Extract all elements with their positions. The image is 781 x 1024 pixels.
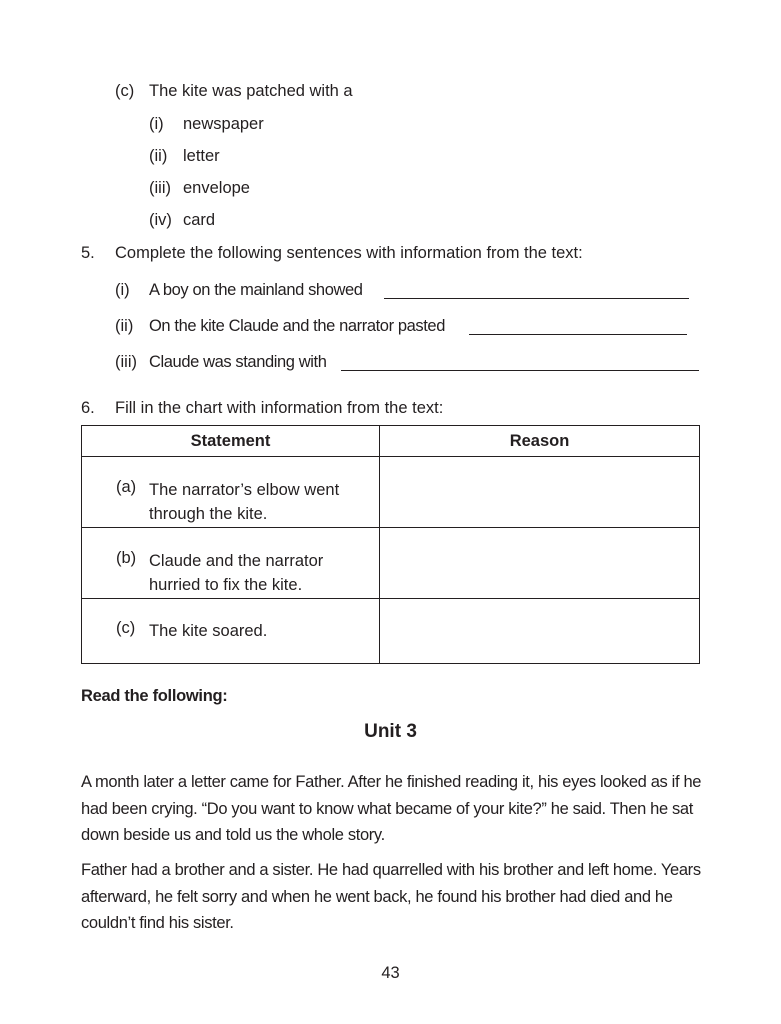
q5-item-3-num: (iii) xyxy=(115,353,137,371)
reason-cell-b[interactable] xyxy=(380,528,700,599)
statement-cell-c xyxy=(82,599,380,664)
unit-title: Unit 3 xyxy=(364,721,417,742)
statement-label: (c) xyxy=(116,619,136,637)
q5-item-1-answer-blank[interactable] xyxy=(384,284,689,299)
table-row xyxy=(82,457,700,528)
q4c-option-3-num: (iii) xyxy=(149,179,171,197)
page-number: 43 xyxy=(381,964,400,982)
q6-number: 6. xyxy=(81,399,95,417)
q4c-label: (c) xyxy=(115,82,135,100)
q5-item-2-text: On the kite Claude and the narrator pasted xyxy=(149,317,445,335)
q5-number: 5. xyxy=(81,244,95,262)
statement-cell-a xyxy=(82,457,380,528)
q4c-option-1-num: (i) xyxy=(149,115,164,133)
q4c-option-1-text: newspaper xyxy=(183,115,264,133)
q4c-option-4-text: card xyxy=(183,211,216,229)
statement-label: (b) xyxy=(116,549,137,567)
statement-text-line1: The narrator’s elbow went xyxy=(149,481,340,499)
q4c-option-3-text: envelope xyxy=(183,179,250,197)
paragraph-2: Father had a brother and a sister. He had quarrelled with his brother and left home. Years afterward, he felt sorry and when he went back, he found his brother had died and he couldn’t find his sister. xyxy=(81,861,701,932)
statement-cell-b xyxy=(82,528,380,599)
chart-table xyxy=(81,425,700,664)
q5-item-3-text: Claude was standing with xyxy=(149,353,327,371)
q5-item-3-answer-blank[interactable] xyxy=(341,356,699,371)
statement-text-line2: hurried to fix the kite. xyxy=(149,576,303,594)
q5-item-1-text: A boy on the mainland showed xyxy=(149,281,363,299)
q5-text: Complete the following sentences with information from the text: xyxy=(115,244,583,262)
q4c-option-2-text: letter xyxy=(183,147,220,165)
chart-header-reason: Reason xyxy=(380,426,700,457)
reason-cell-c[interactable] xyxy=(380,599,700,664)
chart-header-statement: Statement xyxy=(82,426,380,457)
read-heading: Read the following: xyxy=(81,687,228,705)
q6-text: Fill in the chart with information from the text: xyxy=(115,399,444,417)
table-row xyxy=(82,528,700,599)
table-row xyxy=(82,599,700,664)
reason-cell-a[interactable] xyxy=(380,457,700,528)
q4c-text: The kite was patched with a xyxy=(149,82,353,100)
chart-header-row xyxy=(82,426,700,457)
q5-item-1-num: (i) xyxy=(115,281,130,299)
q5-item-2-num: (ii) xyxy=(115,317,134,335)
statement-text-line1: The kite soared. xyxy=(149,622,268,640)
statement-text-line2: through the kite. xyxy=(149,505,268,523)
q4c-option-2-num: (ii) xyxy=(149,147,168,165)
paragraph-1: A month later a letter came for Father. After he finished reading it, his eyes looked as if he had been crying. “Do you want to know what became of your kite?” he said. Then he sat down beside us and told us the whole story. xyxy=(81,773,702,844)
statement-label: (a) xyxy=(116,478,137,496)
q4c-option-4-num: (iv) xyxy=(149,211,172,229)
q5-item-2-answer-blank[interactable] xyxy=(469,320,687,335)
q4c xyxy=(115,81,134,101)
statement-text-line1: Claude and the narrator xyxy=(149,552,324,570)
